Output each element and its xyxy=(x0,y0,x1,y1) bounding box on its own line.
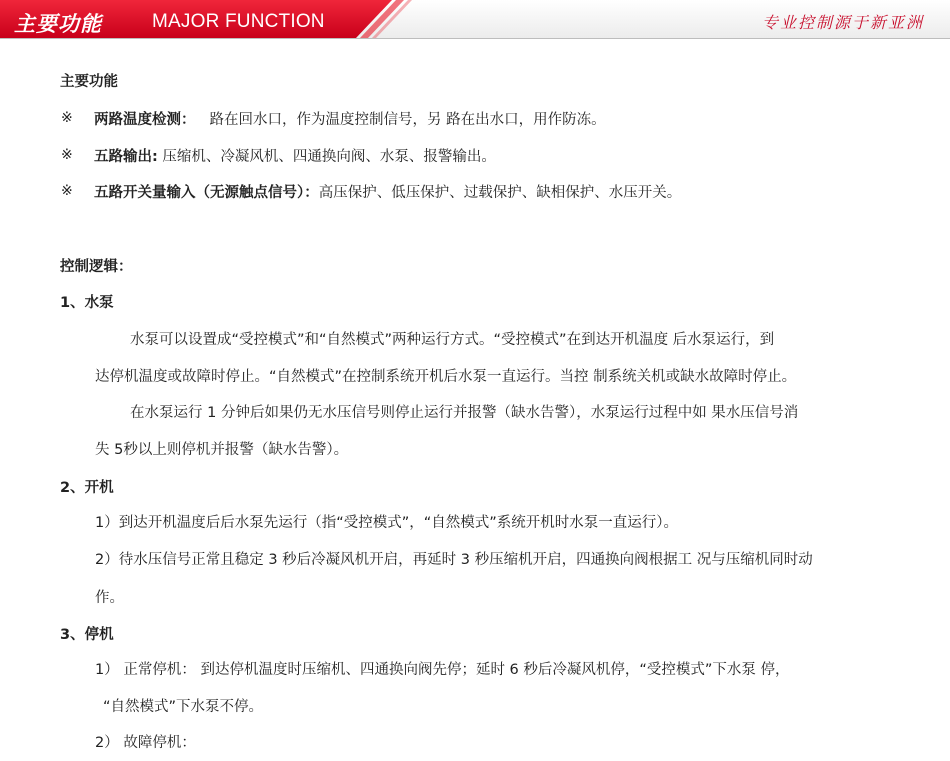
function-item-label: 两路温度检测： xyxy=(94,112,196,128)
paragraph-line: 水泵可以设置成“受控模式”和“自然模式”两种运行方式。“受控模式”在到达开机温度 后水泵运行，到 xyxy=(130,332,775,348)
paragraph-line: 达停机温度或故障时停止。“自然模式”在控制系统开机后水泵一直运行。当控 制系统关机或缺水故障时停止。 xyxy=(95,369,797,385)
function-item-text: 路在回水口，作为温度控制信号，另 路在出水口，用作防冻。 xyxy=(209,112,606,128)
section-title-main-function: 主要功能 xyxy=(60,74,118,90)
header-banner xyxy=(0,0,950,44)
list-item-continuation: 作。 xyxy=(95,590,124,606)
function-item-label: 五路输出: xyxy=(94,149,158,165)
list-item: 1） 正常停机： 到达停机温度时压缩机、四通换向阀先停；延时 6 秒后冷凝风机停，“受控模式”下水泵 停， xyxy=(95,662,790,678)
list-item: 1）到达开机温度后后水泵先运行（指“受控模式”，“自然模式”系统开机时水泵一直运行）。 xyxy=(95,515,679,531)
paragraph-line: 失 5秒以上则停机并报警（缺水告警）。 xyxy=(95,442,349,458)
list-item: 2）待水压信号正常且稳定 3 秒后冷凝风机开启，再延时 3 秒压缩机开启，四通换向阀根据工 况与压缩机同时动 xyxy=(95,552,813,568)
subheading-stop: 3、停机 xyxy=(60,627,114,643)
header-cn-title: 主要功能 xyxy=(14,11,102,36)
subheading-pump: 1、水泵 xyxy=(60,295,114,311)
function-item-label: 五路开关量输入（无源触点信号）： xyxy=(94,185,319,201)
paragraph-line: 在水泵运行 1 分钟后如果仍无水压信号则停止运行并报警（缺水告警），水泵运行过程中如 果水压信号消 xyxy=(130,405,799,421)
reference-mark: ※ xyxy=(61,147,73,163)
function-item-text: 压缩机、冷凝风机、四通换向阀、水泵、报警输出。 xyxy=(157,149,496,165)
section-title-control-logic: 控制逻辑： xyxy=(60,259,133,275)
list-item: 2） 故障停机： xyxy=(95,735,196,751)
header-en-title: MAJOR FUNCTION xyxy=(152,11,325,32)
reference-mark: ※ xyxy=(61,110,73,126)
function-item-text: 高压保护、低压保护、过载保护、缺相保护、水压开关。 xyxy=(318,185,682,201)
header-slogan: 专业控制源于新亚洲 xyxy=(761,13,924,32)
reference-mark: ※ xyxy=(61,183,73,199)
subheading-start: 2、开机 xyxy=(60,480,114,496)
list-item-continuation: “自然模式”下水泵不停。 xyxy=(103,699,264,715)
